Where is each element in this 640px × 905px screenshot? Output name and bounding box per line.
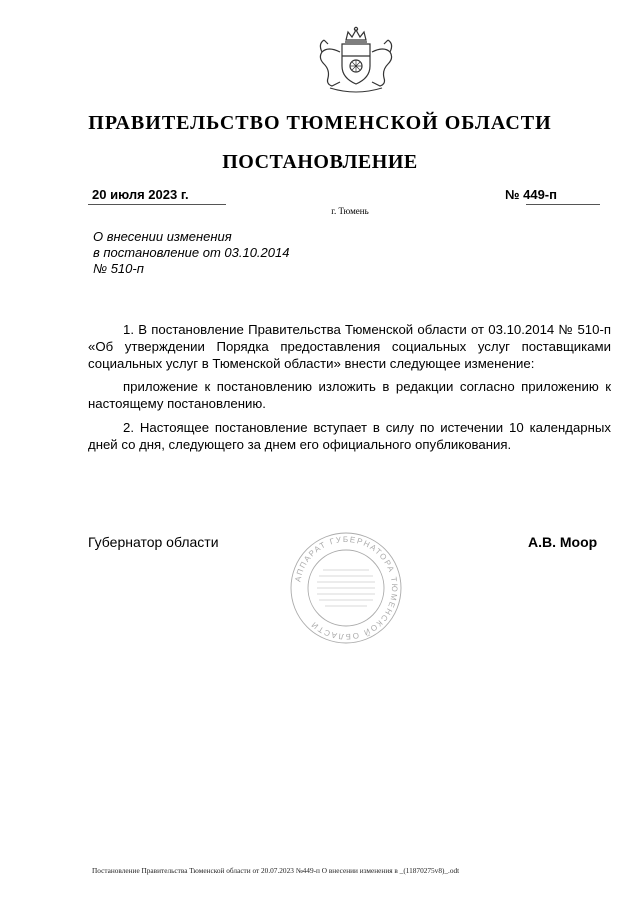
tyumen-region-coat-of-arms-icon xyxy=(308,26,404,96)
document-body xyxy=(88,322,611,461)
body-paragraph: 1. В постановление Правительства Тюменской области от 03.10.2014 № 510-п «Об утверждении Порядка предоставления социальных услуг поставщиками социальных услуг в Тюменской области» внести следующее изменение: xyxy=(88,322,611,371)
svg-text:АППАРАТ ГУБЕРНАТОРА ТЮМЕНСКОЙ: АППАРАТ ГУБЕРНАТОРА ТЮМЕНСКОЙ ОБЛАСТИ xyxy=(293,534,400,642)
subject-line: О внесении изменения xyxy=(93,229,232,244)
number-underline xyxy=(526,204,600,205)
subject-line: № 510-п xyxy=(93,261,144,276)
official-seal-stamp-icon xyxy=(289,530,403,646)
subject-line: в постановление от 03.10.2014 xyxy=(93,245,290,260)
document-footer: Постановление Правительства Тюменской области от 20.07.2023 №449-п О внесении изменения в _(11870275v8)_.odt xyxy=(92,866,460,875)
date-underline xyxy=(88,204,226,205)
document-number: № 449-п xyxy=(505,187,557,202)
document-subject xyxy=(93,229,289,277)
signer-name: А.В. Моор xyxy=(528,534,598,550)
body-paragraph: 2. Настоящее постановление вступает в силу по истечении 10 календарных дней со дня, следующего за днем его официального опубликования. xyxy=(88,419,611,452)
body-paragraph: приложение к постановлению изложить в редакции согласно приложению к настоящему постановлению. xyxy=(88,379,611,412)
document-city: г. Тюмень xyxy=(331,206,369,216)
signer-title: Губернатор области xyxy=(88,534,219,550)
document-date: 20 июля 2023 г. xyxy=(92,187,189,202)
document-type: ПОСТАНОВЛЕНИЕ xyxy=(222,151,418,173)
organization-title: ПРАВИТЕЛЬСТВО ТЮМЕНСКОЙ ОБЛАСТИ xyxy=(88,112,552,134)
